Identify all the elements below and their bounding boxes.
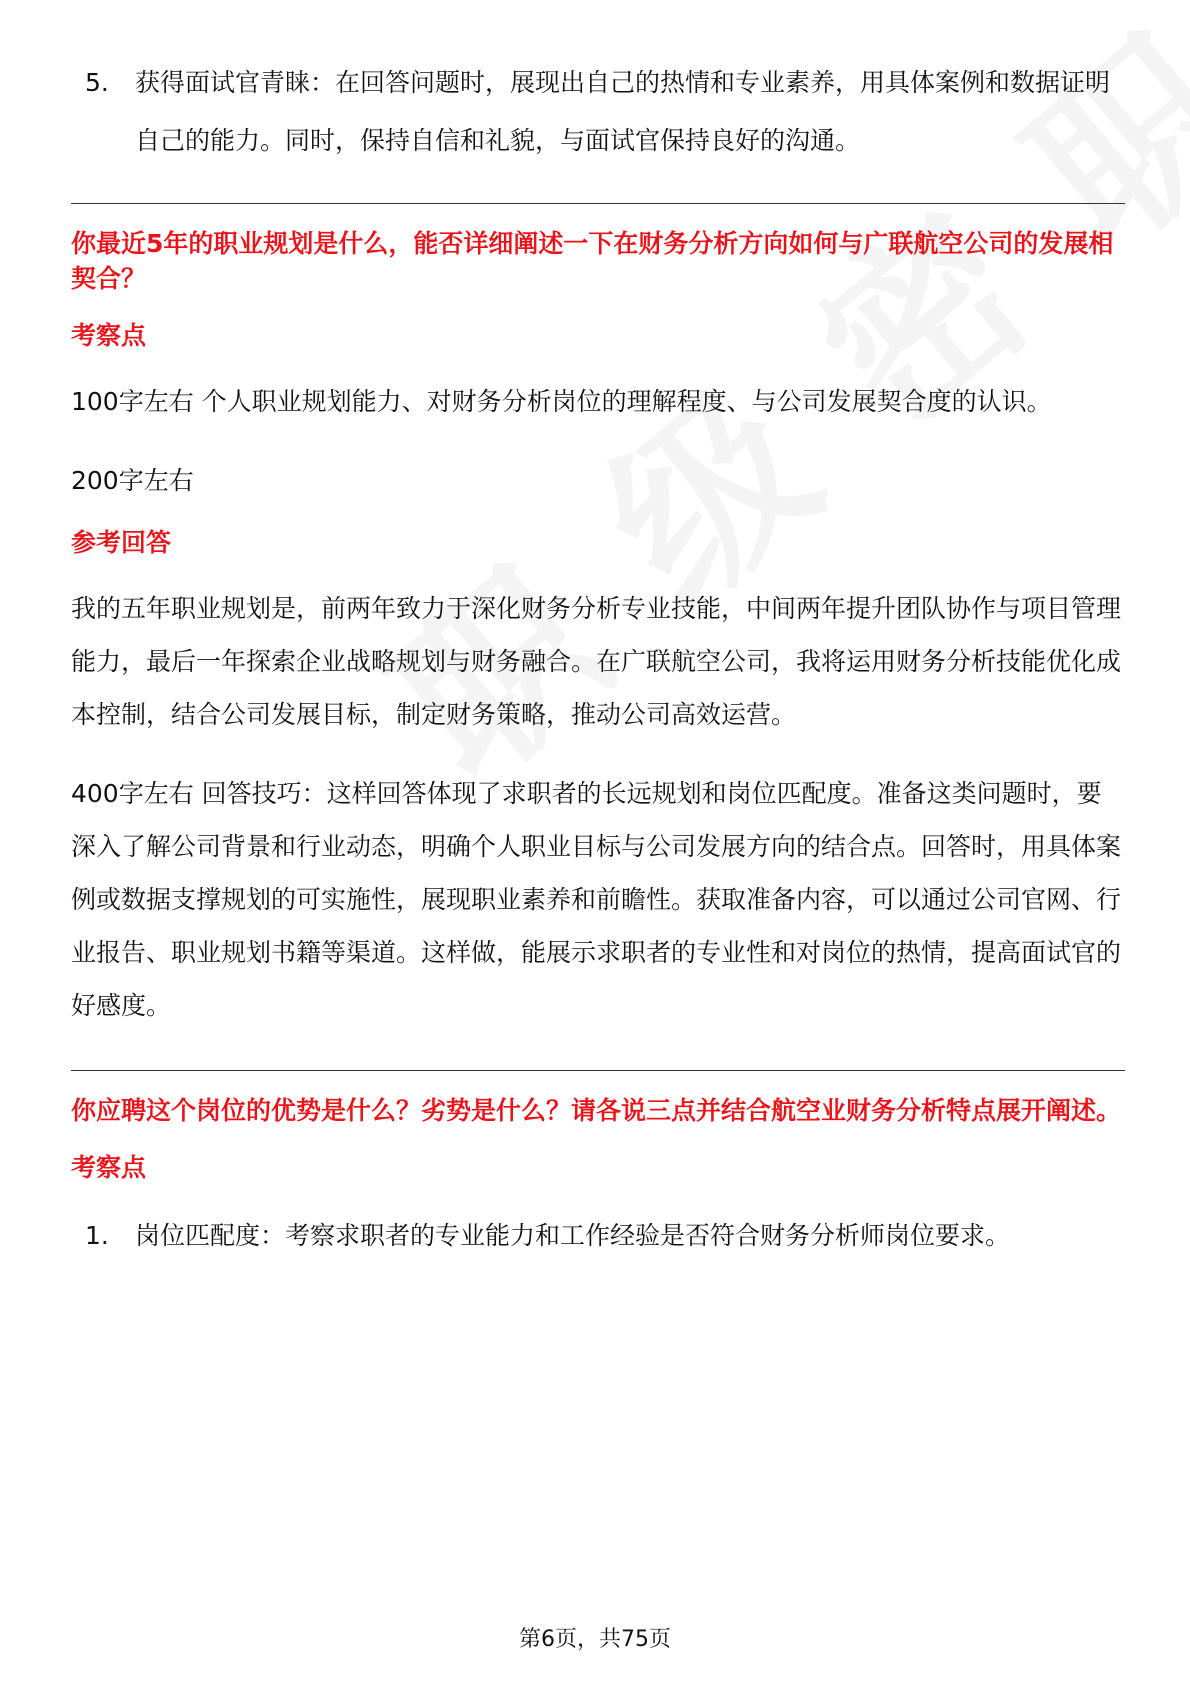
list-item bbox=[71, 54, 1125, 170]
section-label-kaocha: 考察点 bbox=[71, 1153, 147, 1182]
section-label-cankao: 参考回答 bbox=[71, 528, 172, 557]
list-number: 1. bbox=[85, 1221, 109, 1250]
word-count-note: 200字左右 bbox=[71, 466, 194, 495]
tips-paragraph: 400字左右 回答技巧：这样回答体现了求职者的长远规划和岗位匹配度。准备这类问题时，要深入了解公司背景和行业动态，明确个人职业目标与公司发展方向的结合点。回答时，用具体案例或数据支撑规划的可实施性，展现职业素养和前瞻性。获取准备内容，可以通过公司官网、行业报告、职业规划书籍等渠道。这样做，能展示求职者的专业性和对岗位的热情，提高面试官的好感度。 bbox=[71, 779, 1122, 1020]
list-number: 5. bbox=[85, 68, 109, 97]
list-item bbox=[71, 1207, 1125, 1265]
question-heading: 你应聘这个岗位的优势是什么？劣势是什么？请各说三点并结合航空业财务分析特点展开阐述。 bbox=[71, 1096, 1122, 1125]
page-footer: 第6页，共75页 bbox=[519, 1627, 671, 1652]
page-content bbox=[71, 54, 1125, 1265]
section-label-kaocha: 考察点 bbox=[71, 321, 147, 350]
kaocha-paragraph: 100字左右 个人职业规划能力、对财务分析岗位的理解程度、与公司发展契合度的认识。 bbox=[71, 387, 1052, 416]
list-item-text: 获得面试官青睐：在回答问题时，展现出自己的热情和专业素养，用具体案例和数据证明自己的能力。同时，保持自信和礼貌，与面试官保持良好的沟通。 bbox=[135, 68, 1111, 155]
question-heading: 你最近5年的职业规划是什么，能否详细阐述一下在财务分析方向如何与广联航空公司的发展相契合？ bbox=[71, 229, 1114, 293]
list-item-text: 岗位匹配度：考察求职者的专业能力和工作经验是否符合财务分析师岗位要求。 bbox=[135, 1221, 1011, 1250]
answer-paragraph: 我的五年职业规划是，前两年致力于深化财务分析专业技能，中间两年提升团队协作与项目管理能力，最后一年探索企业战略规划与财务融合。在广联航空公司，我将运用财务分析技能优化成本控制，结合公司发展目标，制定财务策略，推动公司高效运营。 bbox=[71, 594, 1122, 729]
